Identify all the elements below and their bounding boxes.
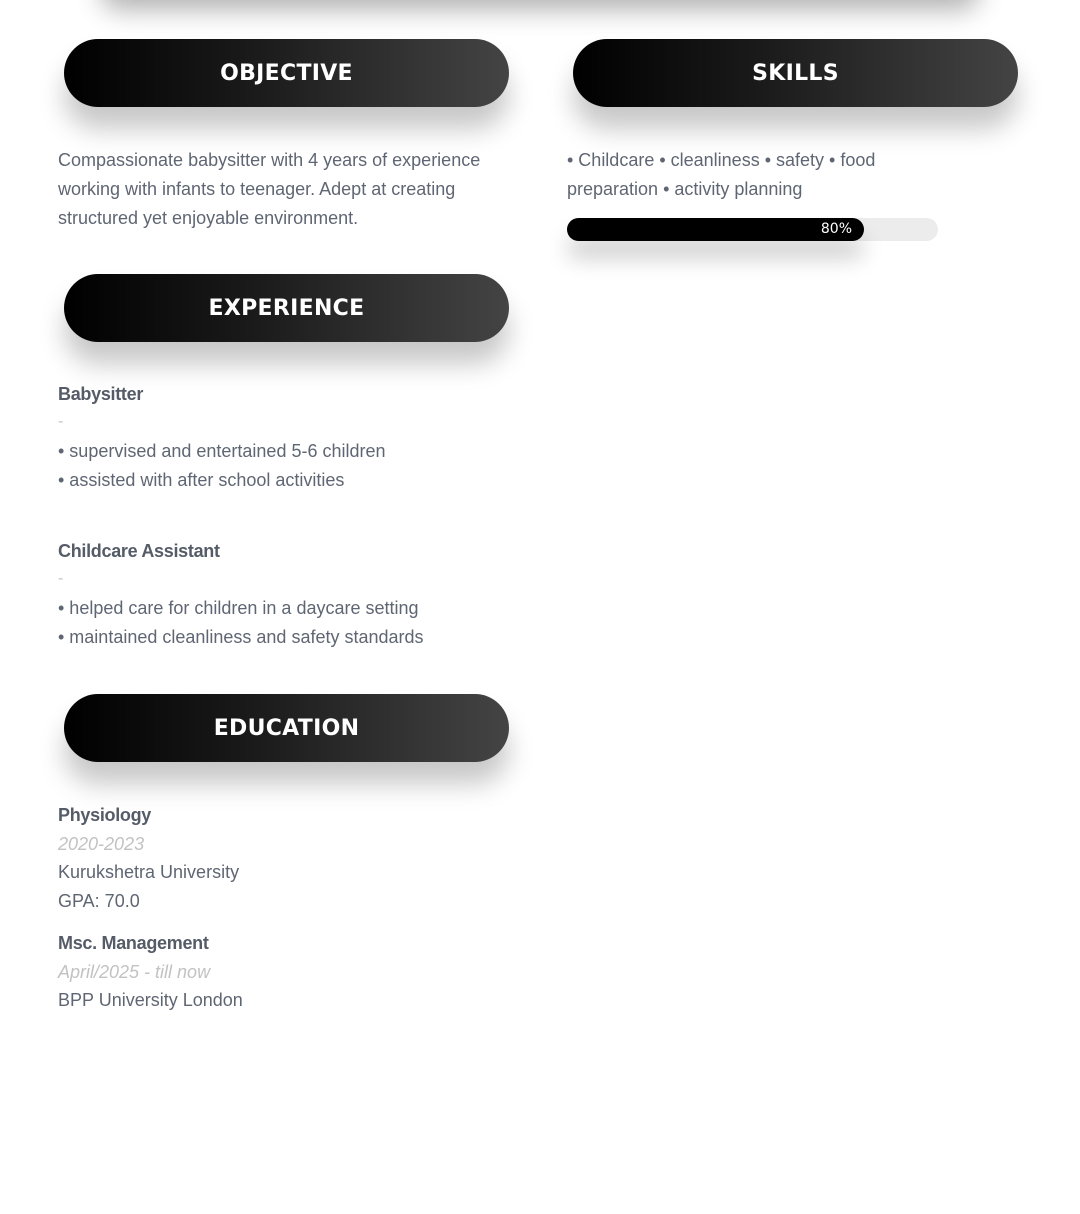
job-title: Childcare Assistant <box>58 541 220 561</box>
objective-line: working with infants to teenager. Adept at creating <box>58 179 456 199</box>
education-gpa: GPA: 70.0 <box>58 891 140 911</box>
objective-line: Compassionate babysitter with 4 years of experience <box>58 150 481 170</box>
objective-text <box>58 146 528 233</box>
skills-heading <box>573 39 1018 107</box>
job-bullet: • helped care for children in a daycare setting <box>58 598 419 618</box>
job-dates-placeholder: - <box>58 413 64 430</box>
job-bullet: • assisted with after school activities <box>58 470 345 490</box>
education-degree: Msc. Management <box>58 933 209 953</box>
education-dates: 2020-2023 <box>58 834 145 854</box>
skills-progress-bar <box>567 218 938 241</box>
job-title: Babysitter <box>58 384 144 404</box>
education-dates: April/2025 - till now <box>58 962 211 982</box>
education-school: Kurukshetra University <box>58 862 240 882</box>
education-degree: Physiology <box>58 805 152 825</box>
skills-progress-fill <box>567 218 864 241</box>
job-bullet: • supervised and entertained 5-6 children <box>58 441 386 461</box>
education-school: BPP University London <box>58 990 243 1010</box>
education-heading <box>64 694 509 762</box>
skills-heading-label: SKILLS <box>752 60 839 86</box>
experience-heading-label: EXPERIENCE <box>208 295 365 321</box>
skills-text <box>567 146 1027 204</box>
objective-heading <box>64 39 509 107</box>
objective-heading-label: OBJECTIVE <box>220 60 353 86</box>
experience-heading <box>64 274 509 342</box>
skills-progress-label: 80% <box>820 221 852 237</box>
skills-line: preparation • activity planning <box>567 179 803 199</box>
education-heading-label: EDUCATION <box>213 715 360 741</box>
objective-line: structured yet enjoyable environment. <box>58 208 359 228</box>
skills-line: • Childcare • cleanliness • safety • food <box>567 150 876 170</box>
job-bullet: • maintained cleanliness and safety standards <box>58 627 424 647</box>
job-dates-placeholder: - <box>58 570 64 587</box>
